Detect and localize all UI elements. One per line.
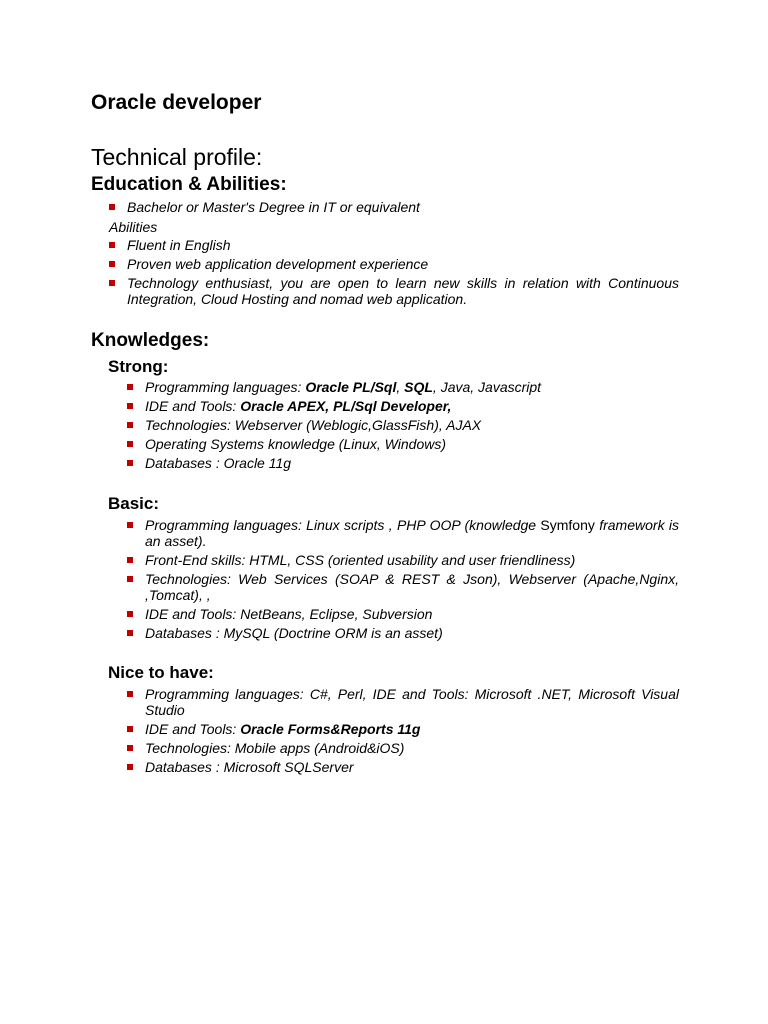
list-item-ability — [109, 237, 679, 253]
list-item-skill: Technologies: Mobile apps (Android&iOS) — [127, 740, 679, 756]
square-bullet-icon — [127, 403, 133, 409]
bold-skill: Oracle Forms&Reports 11g — [240, 721, 421, 737]
square-bullet-icon — [109, 242, 115, 248]
list-item-skill: IDE and Tools: NetBeans, Eclipse, Subversion — [127, 606, 679, 622]
bold-skill: Oracle APEX, PL/Sql Developer, — [240, 398, 452, 414]
basic-list — [127, 517, 679, 644]
square-bullet-icon — [127, 764, 133, 770]
bold-skill: SQL — [404, 379, 433, 395]
heading-basic: Basic: — [108, 494, 160, 513]
page-title: Oracle developer — [91, 91, 262, 114]
list-item-degree — [109, 199, 679, 215]
list-item-skill: Programming languages: C#, Perl, IDE and Tools: Microsoft .NET, Microsoft Visual Studio — [127, 686, 679, 718]
list-item-skill: IDE and Tools: Oracle APEX, PL/Sql Developer, — [127, 398, 679, 414]
square-bullet-icon — [127, 384, 133, 390]
list-item-skill: Technologies: Webserver (Weblogic,GlassFish), AJAX — [127, 417, 679, 433]
heading-strong: Strong: — [108, 357, 169, 376]
ability-text: Fluent in English — [127, 237, 231, 253]
square-bullet-icon — [127, 422, 133, 428]
square-bullet-icon — [127, 441, 133, 447]
ability-text: Proven web application development experience — [127, 256, 429, 272]
square-bullet-icon — [109, 280, 115, 286]
abilities-label: Abilities — [109, 219, 158, 235]
square-bullet-icon — [109, 204, 115, 210]
square-bullet-icon — [127, 557, 133, 563]
square-bullet-icon — [127, 522, 133, 528]
square-bullet-icon — [127, 611, 133, 617]
square-bullet-icon — [127, 726, 133, 732]
heading-education: Education & Abilities: — [91, 174, 287, 195]
bold-skill: Oracle PL/Sql — [305, 379, 397, 395]
list-item-skill: Programming languages: Oracle PL/Sql, SQL, Java, Javascript — [127, 379, 679, 395]
list-item-skill: Programming languages: Linux scripts , PHP OOP (knowledge Symfony framework is an asset). — [127, 517, 679, 549]
section-technical-profile: Technical profile: — [91, 144, 263, 170]
ability-text: Technology enthusiast, you are open to learn new skills in relation with Continuous Integration, Cloud Hosting and nomad web application. — [127, 275, 679, 307]
square-bullet-icon — [127, 691, 133, 697]
list-item-skill: Databases : Oracle 11g — [127, 455, 679, 471]
list-item-skill: Technologies: Web Services (SOAP & REST & Json), Webserver (Apache,Nginx, ,Tomcat), , — [127, 571, 679, 603]
list-item-skill: Operating Systems knowledge (Linux, Windows) — [127, 436, 679, 452]
abilities-list — [109, 237, 679, 310]
square-bullet-icon — [127, 630, 133, 636]
degree-text: Bachelor or Master's Degree in IT or equivalent — [127, 199, 420, 215]
list-item-skill: Front-End skills: HTML, CSS (oriented usability and user friendliness) — [127, 552, 679, 568]
heading-knowledges: Knowledges: — [91, 330, 210, 351]
square-bullet-icon — [127, 460, 133, 466]
list-item-skill: Databases : MySQL (Doctrine ORM is an asset) — [127, 625, 679, 641]
square-bullet-icon — [127, 576, 133, 582]
strong-list — [127, 379, 679, 474]
degree-list — [109, 199, 679, 218]
list-item-ability — [109, 275, 679, 307]
list-item-skill: Databases : Microsoft SQLServer — [127, 759, 679, 775]
square-bullet-icon — [127, 745, 133, 751]
nice-list — [127, 686, 679, 778]
list-item-skill: IDE and Tools: Oracle Forms&Reports 11g — [127, 721, 679, 737]
heading-nice-to-have: Nice to have: — [108, 663, 214, 682]
list-item-ability — [109, 256, 679, 272]
square-bullet-icon — [109, 261, 115, 267]
